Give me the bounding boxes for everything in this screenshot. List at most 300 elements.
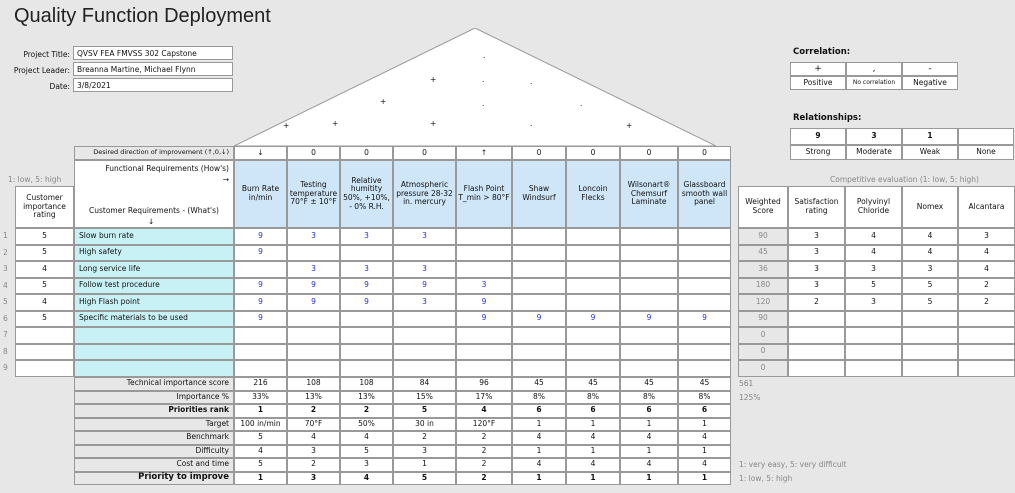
bottom-row-value[interactable]: 1 [512,445,566,459]
importance-rating-cell[interactable]: 5 [15,245,74,262]
relationship-cell[interactable]: 3 [393,261,456,278]
bottom-row-value[interactable]: 1 [234,472,287,486]
relationship-symbol [958,128,1014,145]
bottom-row-extra: 561 [739,379,754,388]
competitive-rating-cell[interactable]: 4 [958,245,1015,262]
row-number: 6 [3,313,8,323]
date-field[interactable]: 3/8/2021 [73,78,233,92]
relationship-cell[interactable] [393,245,456,262]
customer-requirement-cell[interactable] [74,344,234,361]
functional-arrow: → [222,175,229,184]
competitive-rating-cell[interactable] [845,360,902,377]
competitive-rating-cell[interactable]: 3 [788,261,845,278]
importance-rating-cell[interactable]: 5 [15,278,74,295]
competitive-rating-cell[interactable] [902,344,958,361]
customer-requirement-cell[interactable]: Long service life [74,261,234,278]
bottom-row-value: 6 [566,404,620,418]
competitive-rating-cell[interactable]: 5 [902,294,958,311]
importance-header: Customer importance rating [15,186,74,228]
relationship-cell[interactable] [566,360,620,377]
project-title-label: Project Title: [23,50,70,59]
functional-requirement-header: Flash Point T_min > 80°F [456,160,512,228]
bottom-row-value[interactable]: 4 [620,431,678,445]
competitive-rating-cell[interactable]: 5 [845,278,902,295]
correlation-roof [234,28,716,146]
bottom-row-value[interactable]: 1 [678,445,731,459]
competitive-rating-cell[interactable]: 5 [902,278,958,295]
bottom-row-value: 4 [456,404,512,418]
functional-requirement-header: Loncoin Flecks [566,160,620,228]
roof-correlation-mark: + [283,121,290,130]
correlation-label: No correlation [846,76,902,90]
functional-requirement-header: Testing temperature 70°F ± 10°F [287,160,340,228]
relationship-cell[interactable]: 9 [456,311,512,328]
weighted-score-cell: 0 [738,344,788,361]
competitive-rating-cell[interactable]: 3 [845,294,902,311]
relationship-cell[interactable] [620,344,678,361]
bottom-row-value: 5 [393,404,456,418]
competitive-rating-cell[interactable]: 3 [845,261,902,278]
importance-rating-cell[interactable]: 5 [15,228,74,245]
bottom-row-value: 45 [512,377,566,391]
customer-requirement-cell[interactable]: Specific materials to be used [74,311,234,328]
weighted-score-cell: 0 [738,327,788,344]
bottom-row-value[interactable]: 2 [393,431,456,445]
bottom-row-label: Technical importance score [74,377,234,391]
relationship-cell[interactable] [393,360,456,377]
weighted-score-cell: 0 [738,360,788,377]
direction-cell[interactable]: 0 [287,146,340,160]
relationship-cell[interactable]: 9 [234,294,287,311]
relationship-cell[interactable] [456,360,512,377]
weighted-score-cell: 36 [738,261,788,278]
bottom-row-value[interactable]: 4 [512,458,566,472]
competitive-rating-cell[interactable] [845,344,902,361]
row-number: 2 [3,247,8,257]
relationship-cell[interactable]: 3 [393,228,456,245]
competitive-rating-cell[interactable] [958,360,1015,377]
relationship-cell[interactable] [512,294,566,311]
customer-requirement-cell[interactable]: High safety [74,245,234,262]
relationship-cell[interactable] [512,228,566,245]
importance-rating-cell[interactable] [15,344,74,361]
relationship-cell[interactable] [234,261,287,278]
bottom-row-value[interactable]: 50% [340,418,393,432]
relationship-cell[interactable] [678,261,731,278]
direction-cell[interactable]: 0 [393,146,456,160]
relationship-cell[interactable] [678,228,731,245]
competitive-rating-cell[interactable]: 4 [902,245,958,262]
competitive-rating-cell[interactable] [902,360,958,377]
relationship-cell[interactable] [512,360,566,377]
relationship-cell[interactable] [566,344,620,361]
row-number: 1 [3,231,8,240]
bottom-row-value[interactable]: 3 [287,445,340,459]
direction-cell[interactable]: 0 [340,146,393,160]
scale-note: 1: low, 5: high [8,175,62,184]
bottom-row-value[interactable]: 4 [678,431,731,445]
bottom-row-value[interactable]: 2 [456,431,512,445]
direction-cell[interactable]: ↓ [234,146,287,160]
roof-correlation-mark: + [332,119,339,128]
roof-correlation-mark: + [430,75,437,84]
bottom-row-label: Priority to improve [74,472,234,486]
competitive-rating-cell[interactable] [788,360,845,377]
competitive-rating-cell[interactable] [902,311,958,328]
bottom-row-value: 6 [512,404,566,418]
competitive-rating-cell[interactable]: 3 [902,261,958,278]
weighted-score-cell: 90 [738,228,788,245]
bottom-row-value[interactable]: 1 [512,418,566,432]
relationship-cell[interactable] [234,344,287,361]
bottom-row-value[interactable]: 1 [566,445,620,459]
relationship-cell[interactable] [393,344,456,361]
weighted-score-cell: 120 [738,294,788,311]
page-title: Quality Function Deployment [14,5,271,27]
importance-rating-cell[interactable]: 4 [15,294,74,311]
bottom-row-value[interactable]: 3 [340,458,393,472]
bottom-row-value[interactable]: 3 [393,445,456,459]
bottom-row-value[interactable]: 5 [393,472,456,486]
relationship-cell[interactable] [287,360,340,377]
relationship-cell[interactable]: 9 [566,311,620,328]
relationship-cell[interactable] [566,228,620,245]
bottom-row-value: 8% [620,391,678,405]
relationship-cell[interactable] [340,327,393,344]
row-number: 3 [3,264,8,273]
relationship-cell[interactable] [566,245,620,262]
competitive-rating-cell[interactable] [958,344,1015,361]
bottom-row-value[interactable]: 30 in [393,418,456,432]
relationship-cell[interactable] [678,327,731,344]
bottom-row-label: Priorities rank [74,404,234,418]
relationship-cell[interactable] [620,360,678,377]
header-corner [74,160,234,228]
bottom-row-value: 1 [234,404,287,418]
relationship-cell[interactable] [512,278,566,295]
relationship-cell[interactable] [512,261,566,278]
relationship-cell[interactable] [678,245,731,262]
bottom-row-value[interactable]: 1 [620,472,678,486]
relationship-cell[interactable] [393,327,456,344]
bottom-row-value: 8% [566,391,620,405]
relationship-cell[interactable] [234,360,287,377]
relationship-cell[interactable] [566,327,620,344]
competitive-rating-cell[interactable]: 2 [788,294,845,311]
relationship-cell[interactable] [678,278,731,295]
customer-requirement-cell[interactable]: Follow test procedure [74,278,234,295]
relationship-cell[interactable]: 9 [620,311,678,328]
bottom-row-value[interactable]: 1 [620,445,678,459]
relationship-cell[interactable]: 3 [340,261,393,278]
bottom-row-extra: 125% [739,392,761,402]
functional-requirement-header: Atmospheric pressure 28-32 in. mercury [393,160,456,228]
relationship-cell[interactable] [234,327,287,344]
relationship-cell[interactable] [287,344,340,361]
roof-correlation-mark: + [380,97,387,106]
bottom-row-value[interactable]: 1 [393,458,456,472]
relationship-cell[interactable]: 3 [456,278,512,295]
weighted-score-header: Weighted Score [738,186,788,228]
bottom-row-value[interactable]: 1 [566,472,620,486]
bottom-row-value[interactable]: 1 [678,418,731,432]
project-leader-label: Project Leader: [13,66,70,75]
correlation-label: Positive [790,76,846,90]
relationship-label: Weak [902,145,958,160]
bottom-row-value[interactable]: 4 [566,431,620,445]
bottom-row-value: 13% [287,391,340,405]
bottom-row-value[interactable]: 100 in/min [234,418,287,432]
bottom-row-value: 8% [512,391,566,405]
relationship-cell[interactable] [566,261,620,278]
competitive-rating-cell[interactable] [788,344,845,361]
importance-rating-cell[interactable]: 4 [15,261,74,278]
correlation-symbol: - [902,62,958,76]
relationship-cell[interactable] [340,245,393,262]
direction-cell[interactable]: 0 [678,146,731,160]
competitor-header: Alcantara [958,186,1015,228]
importance-rating-cell[interactable] [15,327,74,344]
direction-cell[interactable]: 0 [620,146,678,160]
roof-correlation-mark: . [530,119,533,128]
bottom-row-value[interactable]: 4 [678,458,731,472]
relationship-cell[interactable] [287,327,340,344]
customer-req-label: Customer Requirements - (What's) [89,206,219,215]
customer-requirement-cell[interactable] [74,360,234,377]
relationship-cell[interactable]: 9 [512,311,566,328]
bottom-row-value[interactable]: 4 [512,431,566,445]
relationship-cell[interactable] [340,360,393,377]
bottom-row-value[interactable]: 4 [620,458,678,472]
project-title-field[interactable]: QVSV FEA FMVSS 302 Capstone [73,46,233,60]
bottom-row-value: 8% [678,391,731,405]
bottom-row-value[interactable]: 1 [512,472,566,486]
bottom-row-label: Target [74,418,234,432]
relationship-cell[interactable] [620,327,678,344]
competitive-rating-cell[interactable] [788,327,845,344]
bottom-row-value: 45 [620,377,678,391]
competitive-rating-cell[interactable] [845,327,902,344]
bottom-row-value[interactable]: 120°F [456,418,512,432]
bottom-row-value[interactable]: 2 [456,458,512,472]
relationship-cell[interactable] [620,278,678,295]
bottom-row-value[interactable]: 2 [456,445,512,459]
bottom-row-value[interactable]: 1 [678,472,731,486]
relationship-cell[interactable] [620,245,678,262]
relationship-symbol: 1 [902,128,958,145]
relationship-cell[interactable]: 9 [340,278,393,295]
relationship-cell[interactable]: 9 [287,278,340,295]
date-label: Date: [49,82,70,91]
row-number: 9 [3,363,8,372]
bottom-row-value[interactable]: 3 [287,472,340,486]
competitor-header: Satisfaction rating [788,186,845,228]
bottom-row-value: 2 [287,404,340,418]
correlation-label: Negative [902,76,958,90]
competitive-rating-cell[interactable]: 4 [845,245,902,262]
relationship-cell[interactable] [512,327,566,344]
bottom-row-value: 45 [678,377,731,391]
competitive-rating-cell[interactable]: 4 [958,261,1015,278]
functional-requirement-header: Relative humitity 50%, +10%, - 0% R.H. [340,160,393,228]
relationship-cell[interactable]: 9 [456,294,512,311]
bottom-row-label: Cost and time [74,458,234,472]
competitive-rating-cell[interactable]: 3 [958,228,1015,245]
bottom-row-value: 96 [456,377,512,391]
functional-label: Functional Requirements (How's) [105,164,229,173]
competitive-rating-cell[interactable]: 3 [788,228,845,245]
relationship-cell[interactable] [566,278,620,295]
bottom-row-label: Importance % [74,391,234,405]
functional-requirement-header: Wilsonart® Chemsurf Laminate [620,160,678,228]
competitive-rating-cell[interactable] [958,327,1015,344]
correlation-heading: Correlation: [793,47,851,57]
competitive-rating-cell[interactable]: 4 [902,228,958,245]
weighted-score-cell: 90 [738,311,788,328]
relationships-heading: Relationships: [793,113,862,123]
bottom-row-extra: 1: low, 5: high [739,473,793,483]
direction-cell[interactable]: 0 [512,146,566,160]
weighted-score-cell: 180 [738,278,788,295]
importance-rating-cell[interactable] [15,360,74,377]
bottom-row-value[interactable]: 5 [234,431,287,445]
competitor-header: Nomex [902,186,958,228]
roof-correlation-mark: . [530,77,533,86]
correlation-symbol: , [846,62,902,76]
relationship-cell[interactable] [340,344,393,361]
relationship-cell[interactable]: 9 [234,278,287,295]
competitive-rating-cell[interactable]: 2 [958,278,1015,295]
relationship-cell[interactable]: 9 [287,294,340,311]
bottom-row-value[interactable]: 4 [340,472,393,486]
relationship-cell[interactable] [456,344,512,361]
importance-rating-cell[interactable]: 5 [15,311,74,328]
functional-requirement-header: Burn Rate in/min [234,160,287,228]
relationship-label: Moderate [846,145,902,160]
customer-requirement-cell[interactable]: Slow burn rate [74,228,234,245]
relationship-cell[interactable]: 9 [340,294,393,311]
row-number: 5 [3,297,8,306]
relationship-cell[interactable] [678,294,731,311]
relationship-cell[interactable] [456,327,512,344]
relationship-cell[interactable]: 9 [678,311,731,328]
row-number: 8 [3,346,8,356]
bottom-row-value: 33% [234,391,287,405]
bottom-row-value[interactable]: 4 [234,445,287,459]
bottom-row-label: Difficulty [74,445,234,459]
bottom-row-value: 13% [340,391,393,405]
functional-requirement-header: Glassboard smooth wall panel [678,160,731,228]
relationship-symbol: 9 [790,128,846,145]
weighted-score-cell: 45 [738,245,788,262]
relationship-label: Strong [790,145,846,160]
roof-correlation-mark: . [482,75,485,84]
project-leader-field[interactable]: Breanna Martine, Michael Flynn [73,62,233,76]
relationship-cell[interactable]: 3 [393,294,456,311]
bottom-row-value[interactable]: 5 [340,445,393,459]
relationship-cell[interactable] [620,228,678,245]
relationship-cell[interactable]: 9 [234,311,287,328]
competitive-rating-cell[interactable]: 4 [845,228,902,245]
competitive-rating-cell[interactable]: 3 [788,245,845,262]
competitive-rating-cell[interactable] [788,311,845,328]
roof-correlation-mark: . [580,99,583,108]
competitive-header: Competitive evaluation (1: low, 5: high) [830,175,979,184]
bottom-row-value: 2 [340,404,393,418]
bottom-row-value[interactable]: 5 [234,458,287,472]
competitive-rating-cell[interactable]: 3 [788,278,845,295]
relationship-cell[interactable] [512,245,566,262]
competitive-rating-cell[interactable] [958,311,1015,328]
relationship-cell[interactable] [620,261,678,278]
relationship-cell[interactable] [678,360,731,377]
bottom-row-value: 15% [393,391,456,405]
customer-requirement-cell[interactable] [74,327,234,344]
relationship-cell[interactable]: 3 [287,261,340,278]
relationship-symbol: 3 [846,128,902,145]
roof-correlation-mark: + [430,119,437,128]
functional-requirement-header: Shaw Windsurf [512,160,566,228]
bottom-row-value[interactable]: 2 [287,458,340,472]
competitive-rating-cell[interactable] [845,311,902,328]
row-number: 7 [3,330,8,339]
bottom-row-value[interactable]: 1 [566,418,620,432]
bottom-row-value[interactable]: 2 [456,472,512,486]
relationship-cell[interactable]: 9 [234,228,287,245]
bottom-row-value: 108 [287,377,340,391]
bottom-row-value[interactable]: 4 [566,458,620,472]
bottom-row-extra: 1: very easy, 5: very difficult [739,460,847,469]
customer-req-arrow: ↓ [148,217,155,226]
relationship-cell[interactable] [456,245,512,262]
roof-correlation-mark: . [483,51,486,60]
relationship-cell[interactable] [393,311,456,328]
bottom-row-value: 45 [566,377,620,391]
competitive-rating-cell[interactable] [902,327,958,344]
relationship-cell[interactable] [456,261,512,278]
bottom-row-value: 108 [340,377,393,391]
bottom-row-value[interactable]: 4 [287,431,340,445]
relationship-cell[interactable] [340,311,393,328]
roof-correlation-mark: . [482,99,485,108]
relationship-cell[interactable] [512,344,566,361]
bottom-row-value: 17% [456,391,512,405]
direction-cell[interactable]: ↑ [456,146,512,160]
bottom-row-value[interactable]: 4 [340,431,393,445]
correlation-symbol: + [790,62,846,76]
relationship-cell[interactable]: 3 [287,228,340,245]
relationship-cell[interactable]: 9 [234,245,287,262]
bottom-row-value[interactable]: 70°F [287,418,340,432]
bottom-row-value: 6 [678,404,731,418]
direction-cell[interactable]: 0 [566,146,620,160]
relationship-cell[interactable] [566,294,620,311]
relationship-cell[interactable]: 9 [393,278,456,295]
relationship-cell[interactable]: 3 [340,228,393,245]
relationship-label: None [958,145,1014,160]
relationship-cell[interactable] [678,344,731,361]
roof-correlation-mark: + [626,121,633,130]
relationship-cell[interactable] [287,311,340,328]
customer-requirement-cell[interactable]: High Flash point [74,294,234,311]
bottom-row-value: 216 [234,377,287,391]
competitive-rating-cell[interactable]: 2 [958,294,1015,311]
relationship-cell[interactable] [287,245,340,262]
relationship-cell[interactable] [620,294,678,311]
relationship-cell[interactable] [456,228,512,245]
bottom-row-value[interactable]: 1 [620,418,678,432]
bottom-row-label: Benchmark [74,431,234,445]
